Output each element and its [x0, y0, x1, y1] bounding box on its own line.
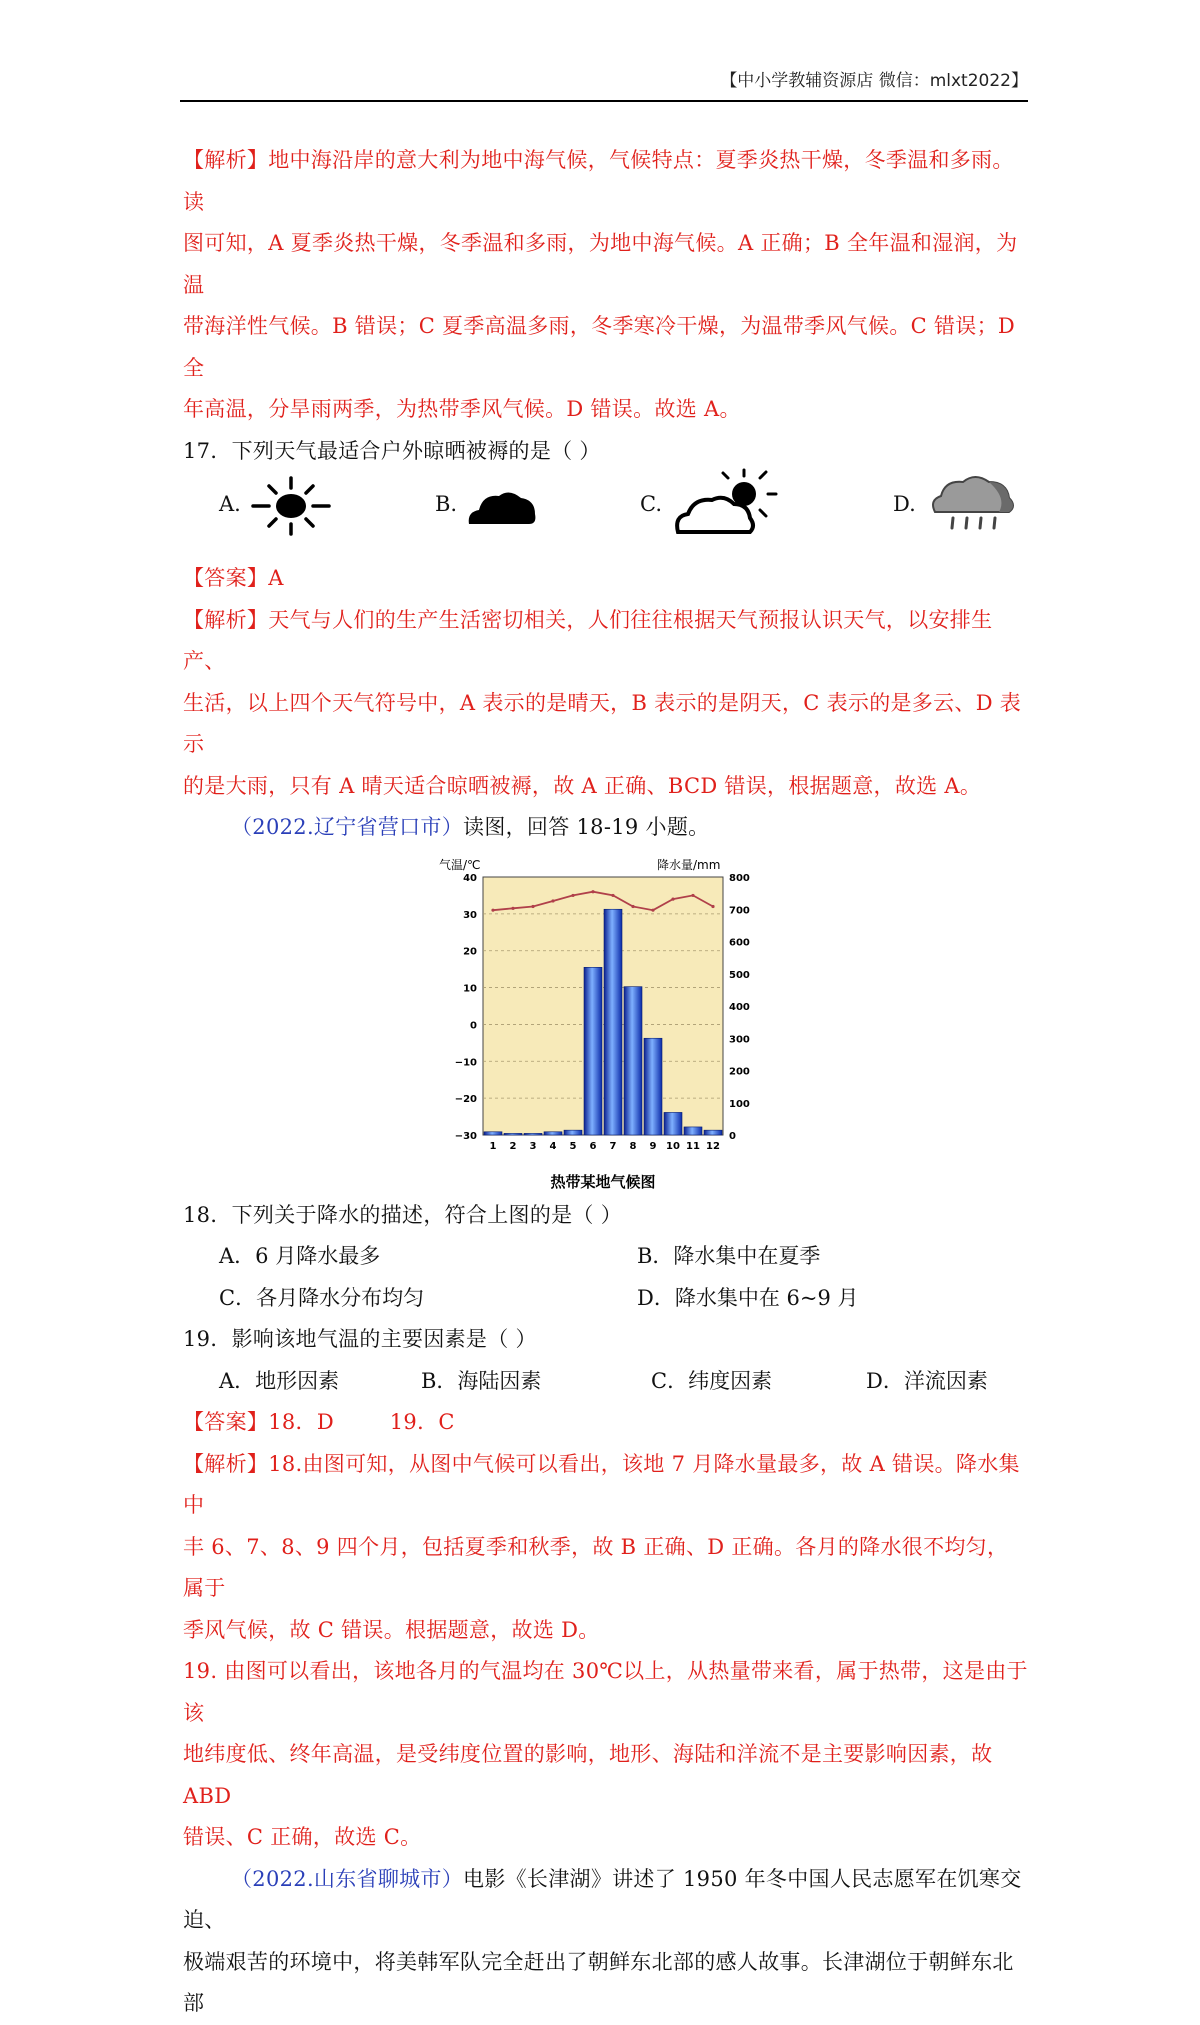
q16-analysis-line: 【解析】地中海沿岸的意大利为地中海气候，气候特点：夏季炎热干燥，冬季温和多雨。读: [183, 148, 1014, 214]
temperature-point: [671, 897, 674, 900]
source-tag: （2022.山东省聊城市）: [231, 1866, 464, 1891]
answers-18-19: 【答案】18．D 19．C: [183, 1410, 455, 1434]
y-left-tick-label: −30: [454, 1130, 477, 1142]
next-group-line: 极端艰苦的环境中，将美韩军队完全赶出了朝鲜东北部的感人故事。长津湖位于朝鲜东北部: [183, 1949, 1014, 2015]
x-tick-label: 9: [649, 1140, 657, 1152]
option-label: B.: [435, 492, 458, 516]
q19-option: A．地形因素: [219, 1368, 340, 1393]
y-right-tick-label: 100: [729, 1098, 750, 1110]
precip-bar: [544, 1131, 562, 1134]
q16-analysis-line: 图可知，A 夏季炎热干燥，冬季温和多雨，为地中海气候。A 正确；B 全年温和湿润，为温: [183, 231, 1018, 297]
q18-option: B．降水集中在夏季: [637, 1244, 821, 1268]
precip-bar: [684, 1126, 702, 1134]
climate-chart: [183, 853, 1028, 1195]
q18-option: C．各月降水分布均匀: [219, 1285, 425, 1310]
precip-bar: [604, 909, 622, 1135]
temperature-point: [511, 906, 514, 909]
temperature-point: [651, 908, 654, 911]
source-tag: （2022.辽宁省营口市）: [231, 815, 464, 839]
temperature-point: [631, 904, 634, 907]
intro-text: 读图，回答 18-19 小题。: [463, 815, 710, 839]
q17-analysis-line: 生活，以上四个天气符号中，A 表示的是晴天，B 表示的是阴天，C 表示的是多云、D 表示: [183, 690, 1022, 756]
page-content: [183, 140, 1028, 2025]
climate-chart-svg: [435, 853, 775, 1195]
precip-bar: [704, 1130, 722, 1135]
q19-option: C．纬度因素: [651, 1368, 773, 1393]
partly-cloudy-icon: [672, 466, 782, 538]
option-label: C.: [640, 492, 662, 516]
heavy-rain-icon: [927, 468, 1023, 534]
q19-analysis-line: 地纬度低、终年高温，是受纬度位置的影响，地形、海陆和洋流不是主要影响因素，故 ABD: [183, 1742, 993, 1808]
precip-bar: [484, 1131, 502, 1134]
temperature-point: [591, 890, 594, 893]
q16-analysis-line: 带海洋性气候。B 错误；C 夏季高温多雨，冬季寒冷干燥，为温带季风气候。C 错误；D 全: [183, 314, 1016, 380]
sunny-icon: [249, 476, 333, 536]
q19-stem: 19．影响该地气温的主要因素是（ ）: [183, 1327, 537, 1351]
q18-analysis-line: 【解析】18.由图可知，从图中气候可以看出，该地 7 月降水量最多，故 A 错误。降水集中: [183, 1451, 1020, 1517]
x-tick-label: 3: [529, 1140, 537, 1152]
y-axis-left-label: 气温/℃: [439, 857, 481, 872]
precip-bar: [524, 1133, 542, 1135]
y-left-tick-label: 30: [463, 909, 477, 921]
temperature-point: [691, 893, 694, 896]
q19-analysis-line: 错误、C 正确，故选 C。: [183, 1825, 422, 1849]
q17-answer: 【答案】A: [183, 566, 284, 590]
temperature-point: [491, 908, 494, 911]
q19-option: D．洋流因素: [866, 1368, 988, 1393]
y-axis-right-label: 降水量/mm: [657, 857, 721, 872]
y-left-tick-label: −20: [454, 1093, 477, 1105]
temperature-point: [531, 904, 534, 907]
y-left-tick-label: 10: [463, 983, 477, 995]
y-right-tick-label: 800: [729, 872, 750, 884]
intro-text: 电影《长津湖》讲述了 1950 年冬中国人民志愿军在饥寒交迫、: [183, 1866, 1022, 1932]
y-right-tick-label: 500: [729, 969, 750, 981]
x-tick-label: 12: [706, 1140, 720, 1152]
overcast-icon: [465, 484, 539, 534]
group-18-19-intro: [183, 807, 1028, 849]
q17-options: [183, 472, 1028, 558]
x-tick-label: 1: [489, 1140, 497, 1152]
precip-bar: [664, 1112, 682, 1135]
option-label: D.: [893, 492, 916, 516]
q18-option: A．6 月降水最多: [219, 1244, 381, 1268]
x-tick-label: 8: [629, 1140, 637, 1152]
temperature-point: [551, 899, 554, 902]
temperature-point: [571, 893, 574, 896]
q19-option: B．海陆因素: [421, 1368, 542, 1393]
y-left-tick-label: 20: [463, 946, 477, 958]
x-tick-label: 10: [666, 1140, 680, 1152]
x-tick-label: 2: [509, 1140, 517, 1152]
q18-option: D．降水集中在 6~9 月: [637, 1285, 859, 1310]
precip-bar: [564, 1130, 582, 1135]
q18-analysis-line: 季风气候，故 C 错误。根据题意，故选 D。: [183, 1617, 600, 1642]
q19-options-row: [183, 1361, 1028, 1403]
y-left-tick-label: 0: [470, 1019, 477, 1031]
q17-stem: 17．下列天气最适合户外晾晒被褥的是（ ）: [183, 438, 601, 463]
precip-bar: [624, 986, 642, 1134]
q18-options-row: [183, 1236, 1028, 1278]
precip-bar: [504, 1133, 522, 1135]
y-left-tick-label: −10: [454, 1056, 477, 1068]
y-right-tick-label: 600: [729, 937, 750, 948]
precip-bar: [584, 967, 602, 1135]
plot-area: [483, 877, 723, 1135]
y-right-tick-label: 200: [729, 1066, 750, 1077]
y-left-tick-label: 40: [463, 872, 477, 884]
y-right-tick-label: 300: [729, 1033, 750, 1045]
q17-analysis-line: 【解析】天气与人们的生产生活密切相关，人们往往根据天气预报认识天气，以安排生产、: [183, 607, 993, 673]
q17-analysis-line: 的是大雨，只有 A 晴天适合晾晒被褥，故 A 正确、BCD 错误，根据题意，故选 A。: [183, 773, 982, 798]
chart-title: 热带某地气候图: [550, 1172, 656, 1191]
q16-analysis-line: 年高温，分旱雨两季，为热带季风气候。D 错误。故选 A。: [183, 397, 741, 421]
x-tick-label: 5: [569, 1140, 577, 1152]
page-header: 【中小学教辅资源店 微信：mlxt2022】: [720, 71, 1028, 91]
next-group-intro: [183, 1859, 1028, 1942]
temperature-point: [611, 893, 614, 896]
header-divider: [180, 100, 1028, 102]
y-right-tick-label: 0: [729, 1130, 736, 1142]
x-tick-label: 6: [589, 1140, 597, 1152]
q18-stem: 18．下列关于降水的描述，符合上图的是（ ）: [183, 1202, 622, 1227]
option-label: A.: [219, 492, 241, 516]
x-tick-label: 4: [549, 1140, 557, 1152]
y-right-tick-label: 400: [729, 1001, 750, 1013]
y-right-tick-label: 700: [729, 904, 750, 916]
x-tick-label: 11: [686, 1140, 700, 1152]
q18-analysis-line: 丰 6、7、8、9 四个月，包括夏季和秋季，故 B 正确、D 正确。各月的降水很不均匀，属于: [183, 1534, 1009, 1600]
q19-analysis-line: 19. 由图可以看出，该地各月的气温均在 30℃以上，从热量带来看，属于热带，这是由于该: [183, 1659, 1028, 1725]
q18-options-row: [183, 1278, 1028, 1320]
x-tick-label: 7: [609, 1140, 617, 1152]
precip-bar: [644, 1038, 662, 1135]
temperature-point: [711, 904, 714, 907]
